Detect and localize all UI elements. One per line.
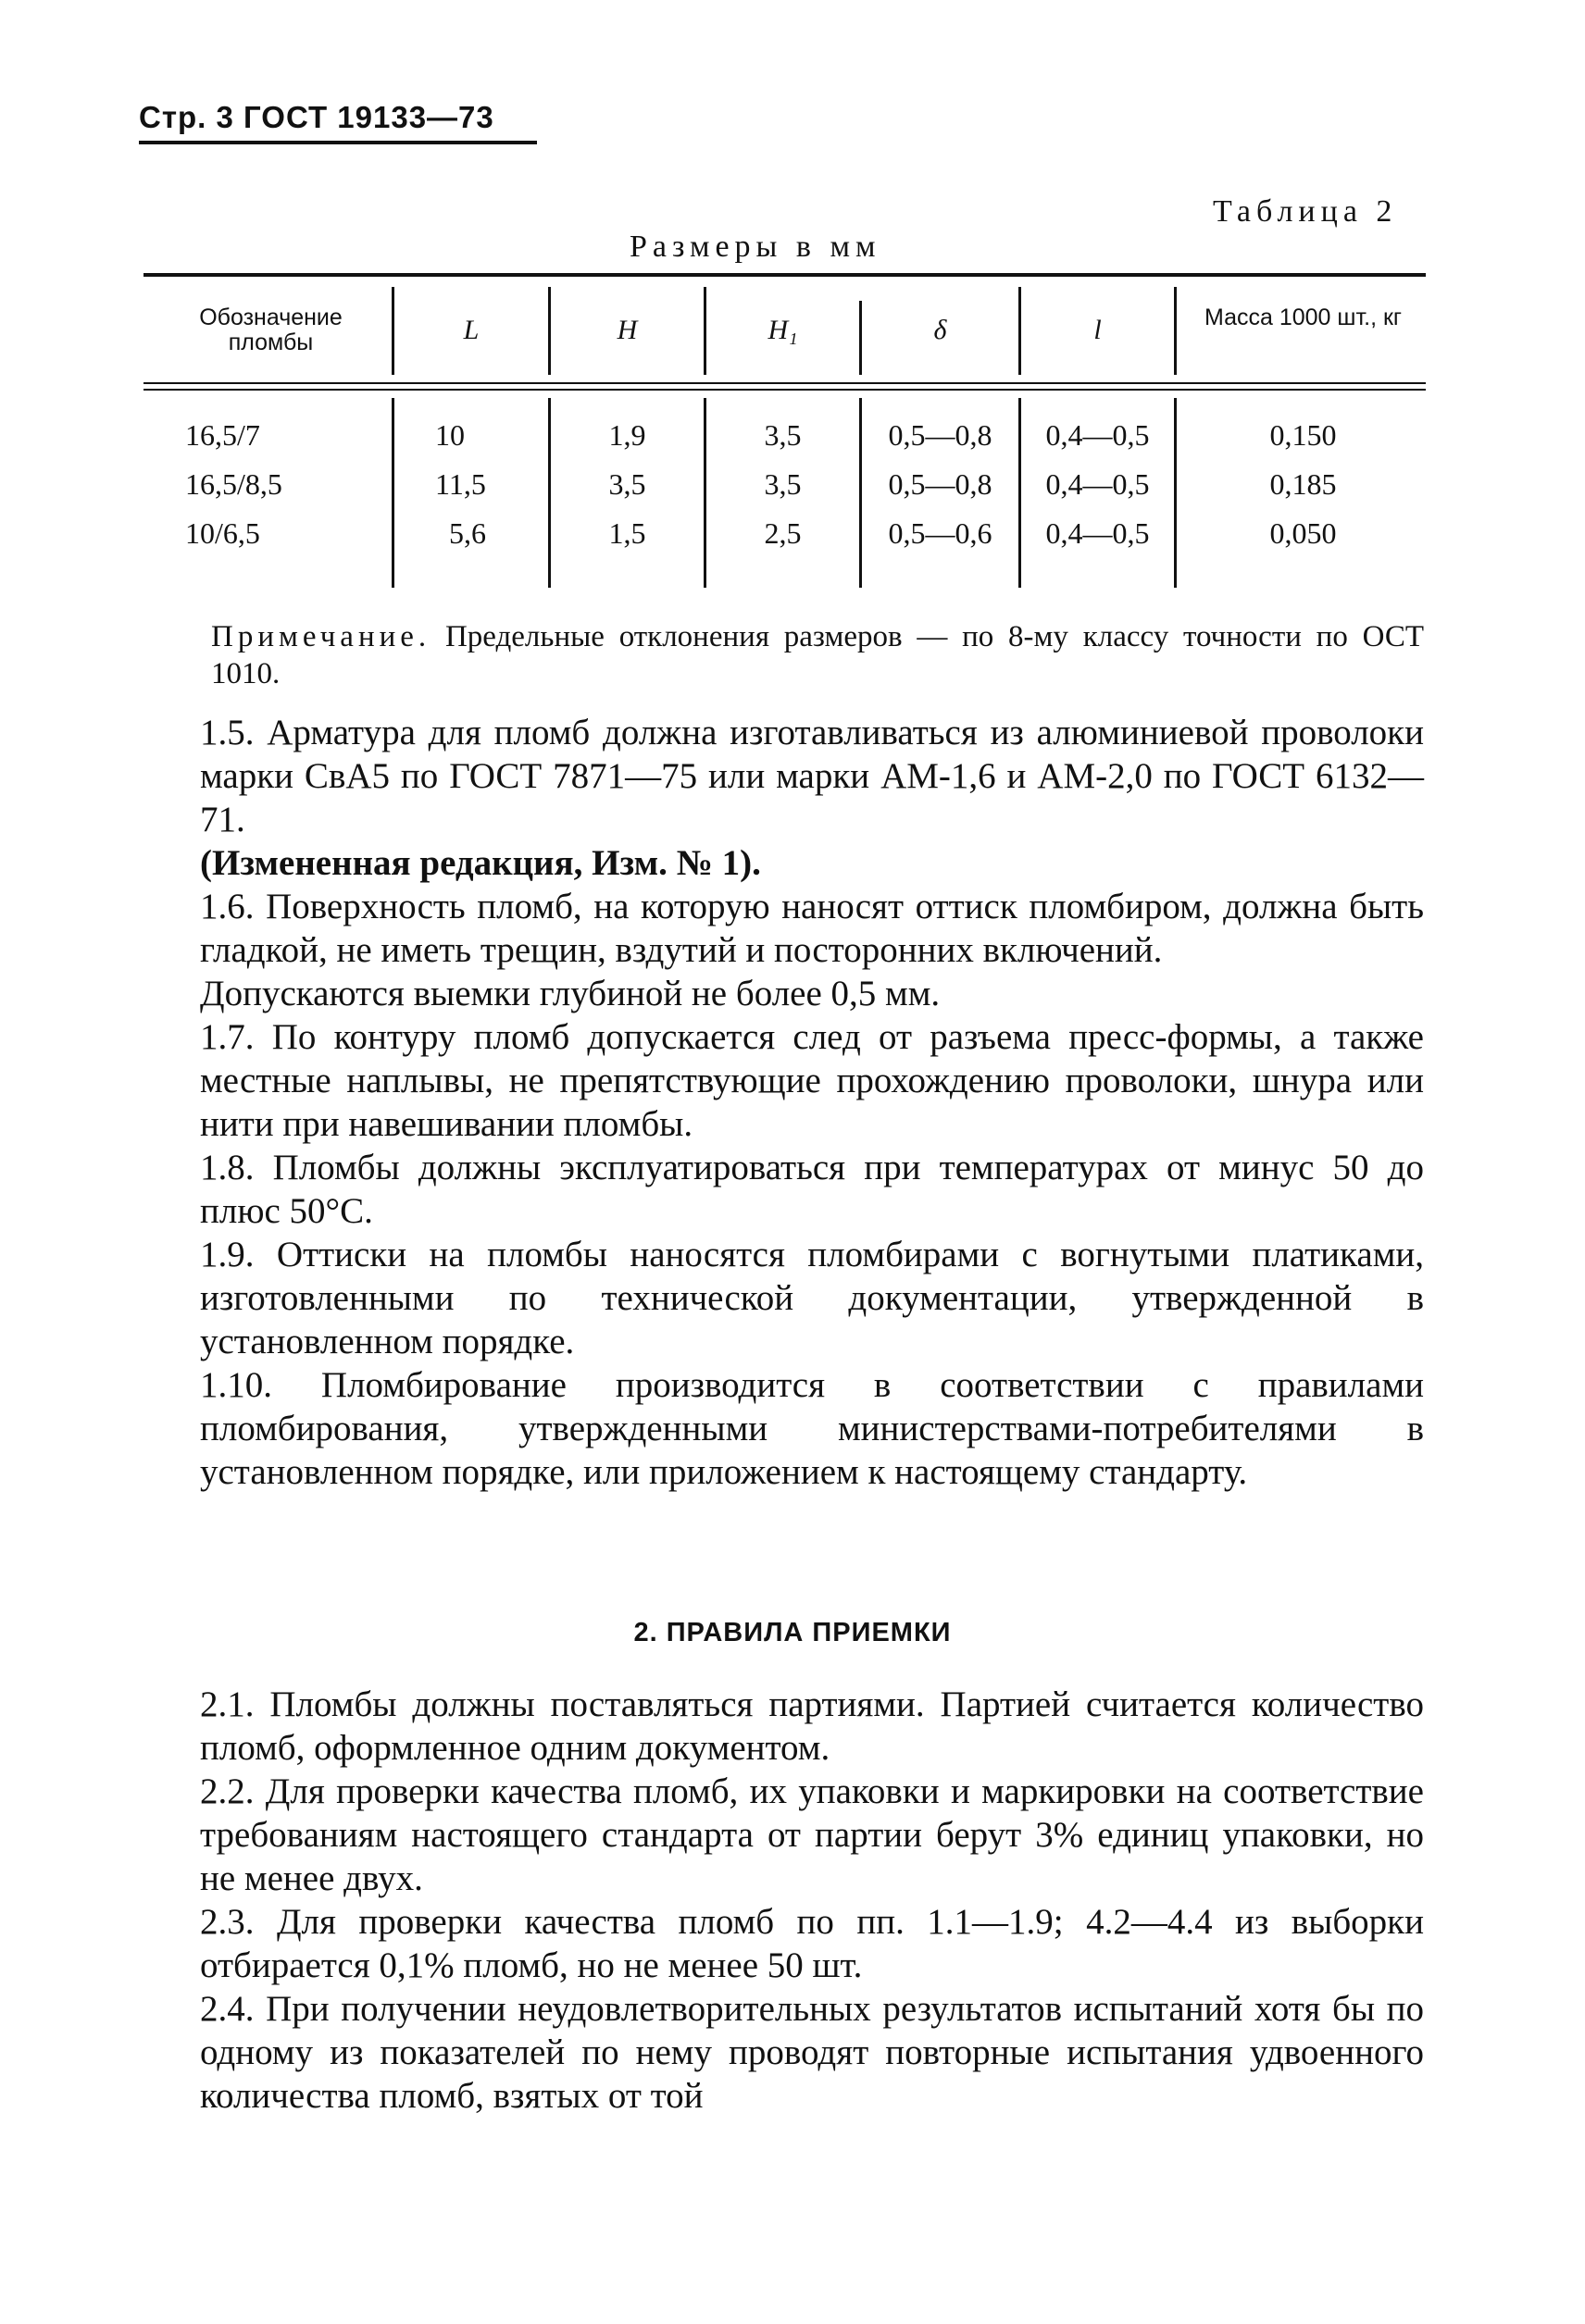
table-cell: 0,4—0,5 (1045, 516, 1150, 550)
table-cell: 1,5 (608, 516, 646, 550)
header-mass: Масса 1000 шт., кг (1204, 304, 1403, 330)
page-header: Стр. 3 ГОСТ 19133—73 (139, 100, 494, 134)
header-designation: Обозначение пломбы (199, 304, 343, 355)
paragraph-2-3: 2.3. Для проверки качества пломб по пп. 1.1—1.9; 4.2—4.4 из выборки отбирается 0,1% пломб, но не менее 50 шт. (200, 1902, 1424, 1985)
header-delta: δ (933, 315, 947, 345)
paragraph-2-1: 2.1. Пломбы должны поставляться партиями. Партией считается количество пломб, оформленное одним документом. (200, 1684, 1424, 1768)
table-units: Размеры в мм (630, 230, 881, 264)
col-divider (392, 398, 394, 588)
header-H1: H₁ (768, 315, 798, 345)
paragraph-1-5: 1.5. Арматура для пломб должна изготавливаться из алюминиевой проволоки марки СвА5 по ГОСТ 7871—75 или марки АМ-1,6 и АМ-2,0 по ГОСТ 6132—71. (200, 713, 1424, 839)
paragraph-1-7: 1.7. По контуру пломб допускается след от разъема пресс-формы, а также местные наплывы, не препятствующие прохождению проволоки, шнура или нити при навешивании пломбы. (200, 1017, 1424, 1144)
col-divider (1174, 398, 1177, 588)
table-cell: 0,4—0,5 (1045, 467, 1150, 501)
section-1-body (200, 711, 1424, 1494)
table-cell: 16,5/8,5 (185, 467, 282, 501)
table-cell: 0,5—0,8 (888, 418, 992, 452)
header-rule (139, 141, 537, 144)
paragraph-2-2: 2.2. Для проверки качества пломб, их упаковки и маркировки на соответствие требованиям настоящего стандарта от партии берут 3% единиц упаковки, но не менее двух. (200, 1771, 1424, 1898)
col-divider (1174, 287, 1177, 375)
section-2-body (200, 1683, 1424, 2118)
table-cell: 10 (435, 418, 465, 452)
table-caption: Таблица 2 (1213, 194, 1398, 229)
table-cell: 3,5 (764, 467, 802, 501)
table-cell: 11,5 (435, 467, 486, 501)
paragraph-1-8: 1.8. Пломбы должны эксплуатироваться при температурах от минус 50 до плюс 50°С. (200, 1148, 1424, 1231)
table-cell: 5,6 (449, 516, 486, 550)
paragraph-1-10: 1.10. Пломбирование производится в соответствии с правилами пломбирования, утвержденными министерствами-потребителями в установленном порядке, или приложением к настоящему стандарту. (200, 1365, 1424, 1492)
paragraph-1-9: 1.9. Оттиски на пломбы наносятся пломбирами с вогнутыми платиками, изготовленными по технической документации, утвержденной в установленном порядке. (200, 1235, 1424, 1361)
table-cell: 0,5—0,8 (888, 467, 992, 501)
table-header-rule-1 (144, 382, 1426, 384)
section-2-heading: 2. ПРАВИЛА ПРИЕМКИ (633, 1618, 952, 1647)
table-cell: 0,050 (1269, 516, 1337, 550)
table-cell: 3,5 (764, 418, 802, 452)
table-cell: 0,150 (1269, 418, 1337, 452)
amendment-text: (Измененная редакция, Изм. № 1). (200, 843, 761, 883)
table-cell: 0,5—0,6 (888, 516, 992, 550)
note-text: Предельные отклонения размеров — по 8-му классу точности по ОСТ 1010. (211, 620, 1425, 690)
table-cell: 1,9 (608, 418, 646, 452)
table-cell: 0,185 (1269, 467, 1337, 501)
header-L: L (463, 315, 480, 345)
table-cell: 3,5 (608, 467, 646, 501)
table-cell: 10/6,5 (185, 516, 260, 550)
table-cell: 2,5 (764, 516, 802, 550)
table-cell: 16,5/7 (185, 418, 260, 452)
note-lead: Примечание. (211, 620, 431, 653)
table-note (211, 618, 1424, 692)
paragraph-1-6: 1.6. Поверхность пломб, на которую наносят оттиск пломбиром, должна быть гладкой, не иметь трещин, вздутий и посторонних включений. (200, 887, 1424, 970)
table-cell: 0,4—0,5 (1045, 418, 1150, 452)
paragraph-2-4: 2.4. При получении неудовлетворительных результатов испытаний хотя бы по одному из показателей по нему проводят повторные испытания удвоенного количества пломб, взятых от той (200, 1989, 1424, 2116)
table-header-rule-2 (144, 389, 1426, 391)
header-l: l (1093, 315, 1102, 345)
paragraph-allowance: Допускаются выемки глубиной не более 0,5 мм. (200, 974, 941, 1013)
table-top-rule (144, 273, 1426, 277)
paragraph-amendment (200, 841, 1424, 885)
header-H: H (617, 315, 638, 345)
